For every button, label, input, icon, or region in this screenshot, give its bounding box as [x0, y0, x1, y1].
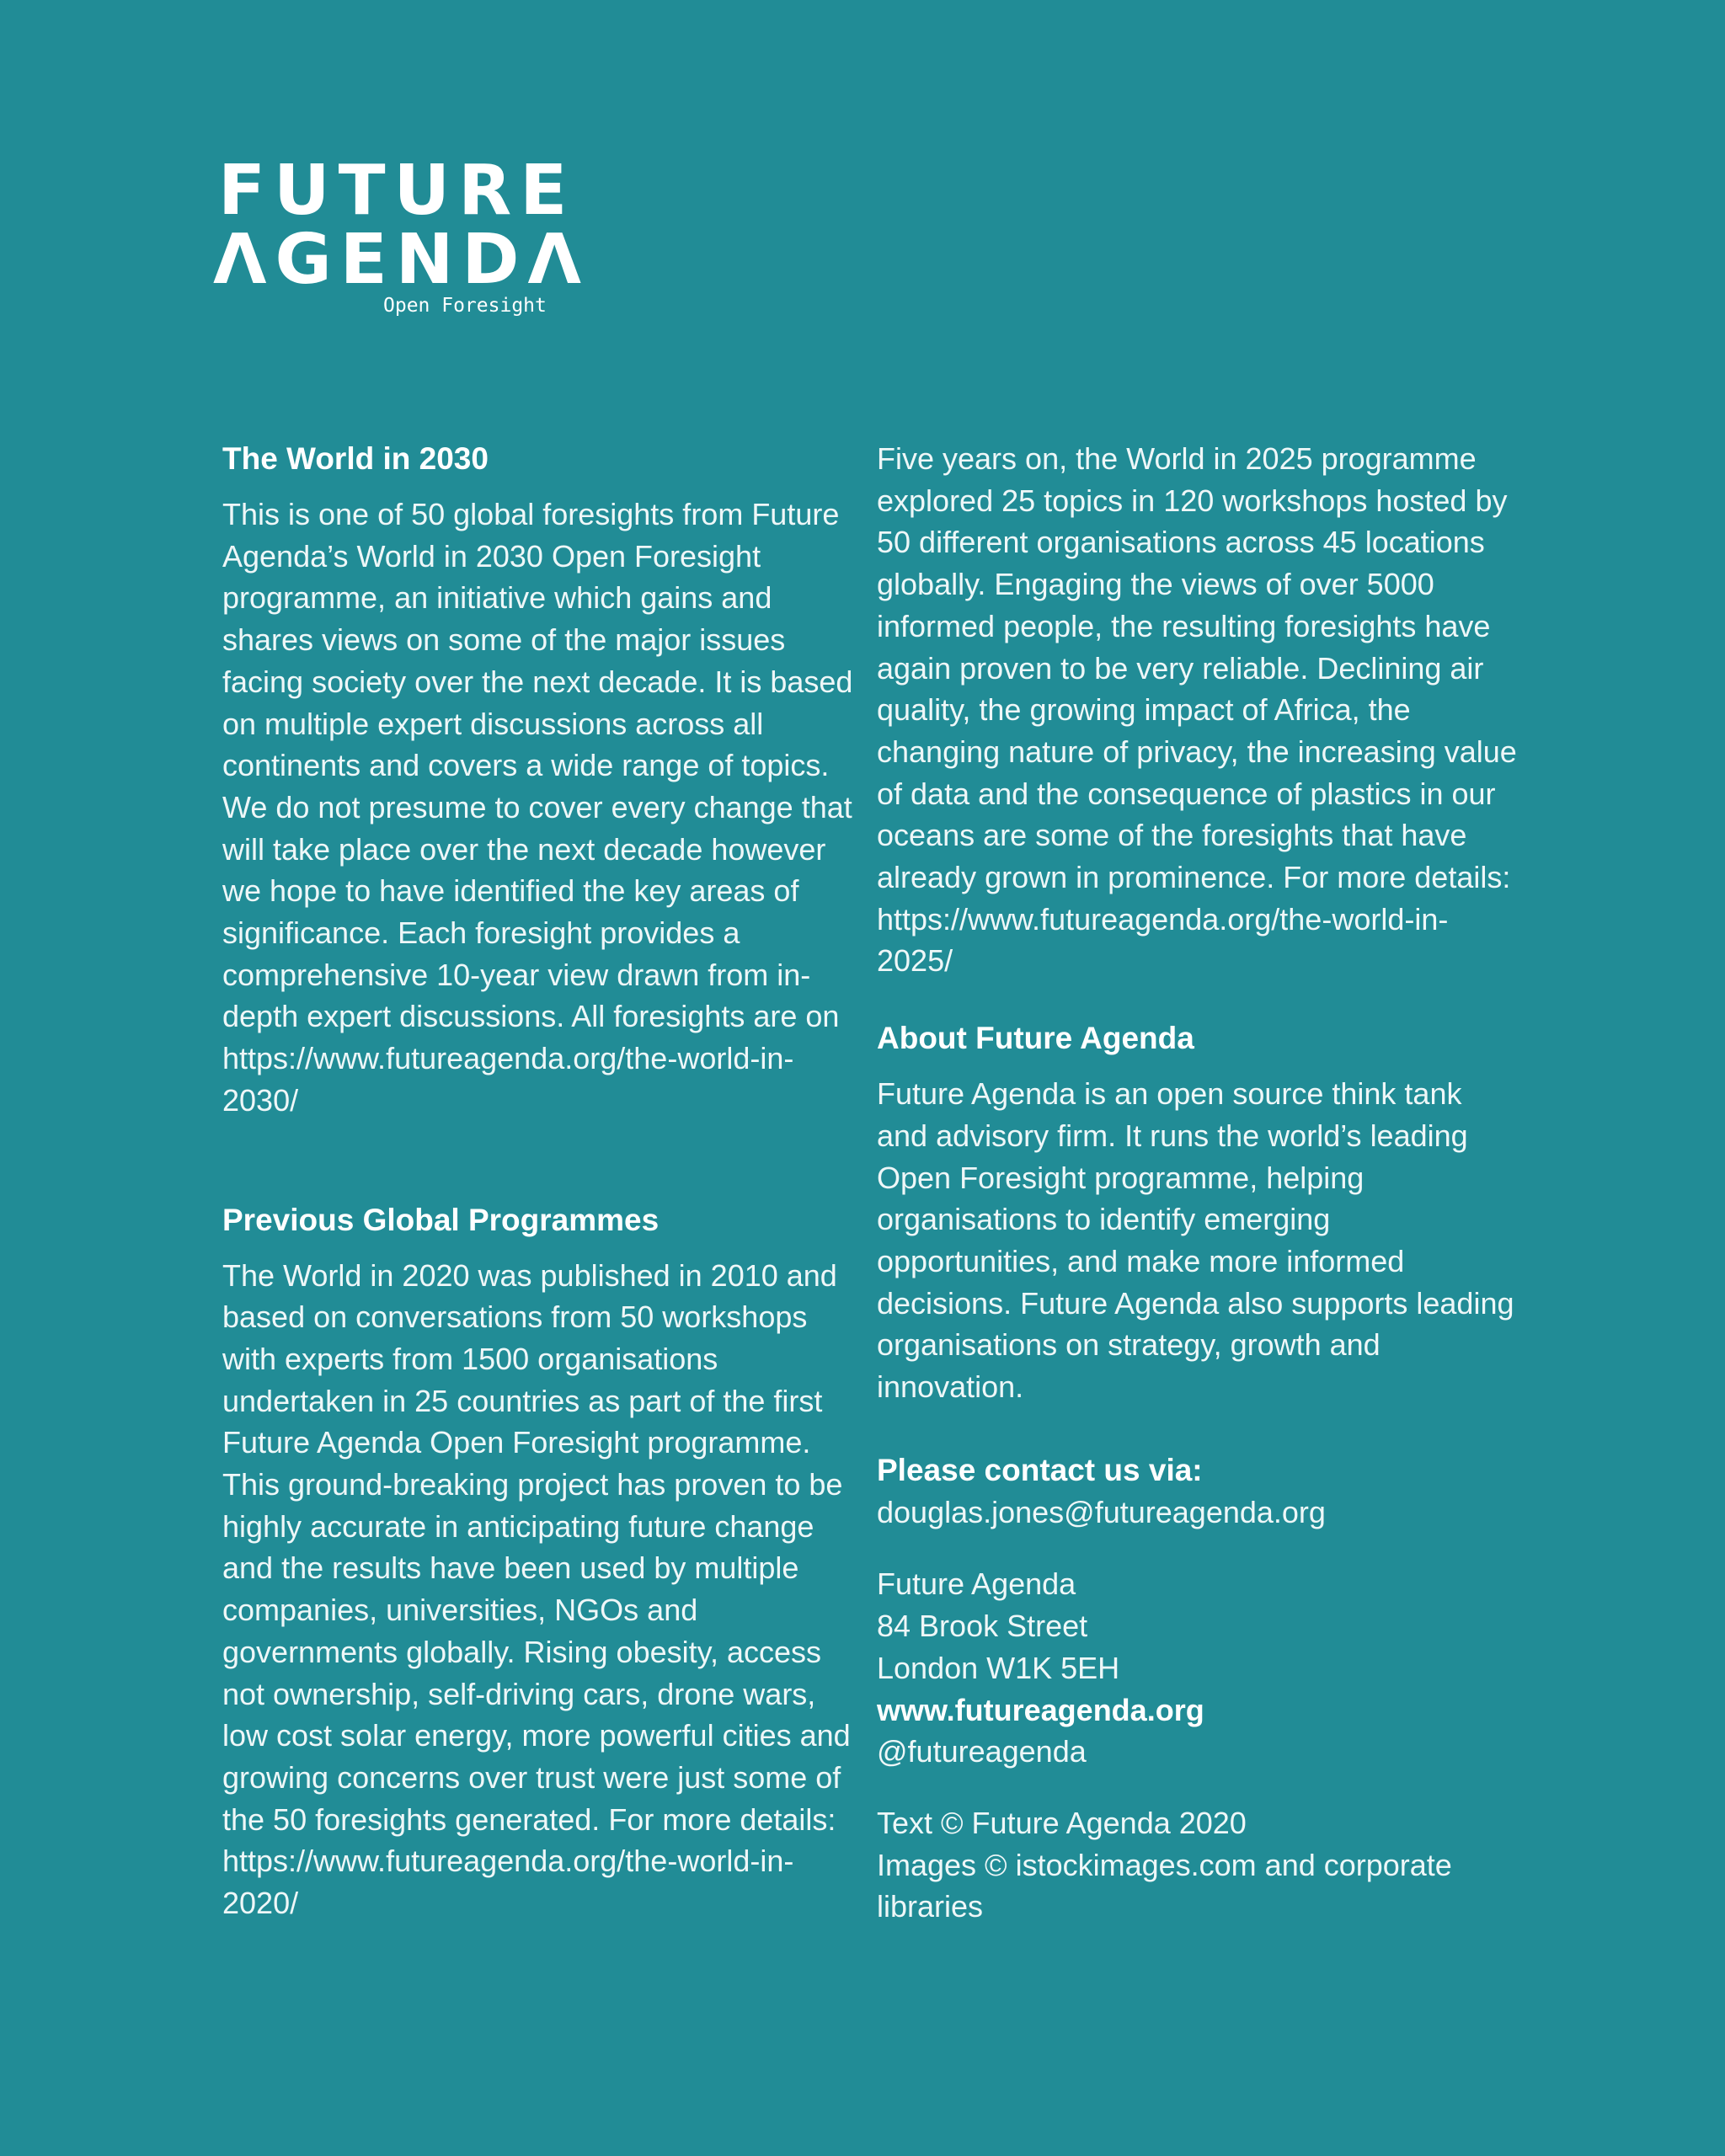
previous-programmes-text: The World in 2020 was published in 2010 and based on conversations from 50 workshops with experts from 1500 organisations undertaken in 25 countries as part of the first Future Agenda Open Foresight programme. This ground-breaking project has proven to be highly accurate in anticipating future change and the results have been used by multiple companies, universities, NGOs and governments globally. Rising obesity, access not ownership, self-driving cars, drone wars, low cost solar energy, more powerful cities and growing concerns over trust were just some of the 50 foresights generated. For more details: https://www.futureagenda.org/the-world-in-2020/ [222, 1257, 851, 1921]
social-handle[interactable]: @futureagenda [877, 1734, 1087, 1769]
images-credit: Images © istockimages.com and corporate libraries [877, 1847, 1452, 1924]
address-name: Future Agenda [877, 1566, 1076, 1602]
world-2030-text: This is one of 50 global foresights from Future Agenda’s World in 2030 Open Foresight programme, an initiative which gains and shares views on some of the major issues facing society over the next decade. It is based on multiple expert discussions across all continents and covers a wide range of topics. We do not presume to cover every change that will take place over the next decade however we hope to have identified the key areas of significance. Each foresight provides a comprehensive 10-year view drawn from in-depth expert discussions. All foresights are on https://www.futureagenda.org/the-world-in-2030/ [222, 497, 853, 1118]
text-credit: Text © Future Agenda 2020 [877, 1805, 1247, 1840]
address-city: London W1K 5EH [877, 1650, 1120, 1685]
left-column [222, 438, 862, 1924]
contact-heading: Please contact us via: [877, 1452, 1203, 1487]
address-block [877, 1563, 1517, 1773]
previous-programmes-heading: Previous Global Programmes [222, 1202, 660, 1237]
address-street: 84 Brook Street [877, 1609, 1088, 1644]
logo-tagline: Open Foresight [383, 295, 547, 317]
world-2025-text: Five years on, the World in 2025 programme explored 25 topics in 120 workshops hosted by 50 different organisations across 45 locations globally. Engaging the views of over 5000 informed people, the resulting foresights have again proven to be very reliable. Declining air quality, the growing impact of Africa, the changing nature of privacy, the increasing value of data and the consequence of plastics in our oceans are some of the foresights that have already grown in prominence. For more details: https://www.futureagenda.org/the-world-in-2025/ [877, 441, 1517, 979]
logo-line-agenda: ΛGENDΛ [213, 220, 590, 300]
credits-block [877, 1802, 1517, 1928]
website-link[interactable]: www.futureagenda.org [877, 1692, 1204, 1727]
contact-email[interactable]: douglas.jones@futureagenda.org [877, 1494, 1326, 1529]
right-column [877, 438, 1517, 1928]
future-agenda-logo [213, 151, 590, 325]
logo-line-future: FUTURE [218, 151, 576, 231]
about-text: Future Agenda is an open source think tank and advisory firm. It runs the world’s leading Open Foresight programme, helping organisations to identify emerging opportunities, and make more informed decisions. Future Agenda also supports leading organisations on strategy, growth and innovation. [877, 1076, 1514, 1405]
about-heading: About Future Agenda [877, 1021, 1194, 1056]
world-2030-heading: The World in 2030 [222, 441, 489, 476]
